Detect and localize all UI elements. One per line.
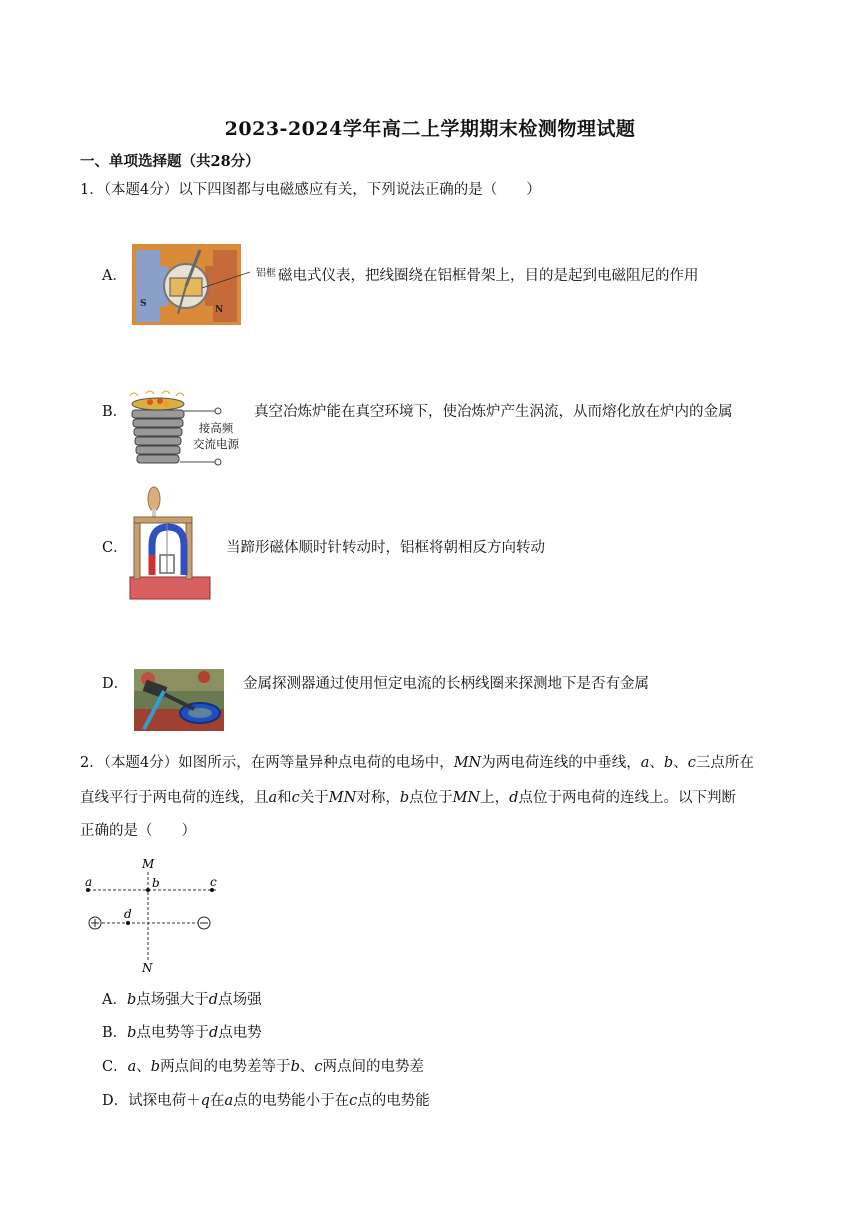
text: 试探电荷＋: [128, 1093, 201, 1109]
magnet-s-label: S: [140, 299, 147, 309]
q2-stem-line-3: 正确的是（ ）: [80, 823, 196, 839]
q1-option-c-text: 当蹄形磁体顺时针转动时，铝框将朝相反方向转动: [226, 540, 545, 556]
text-italic: d: [208, 992, 219, 1008]
text: 点场强: [218, 992, 262, 1008]
section-heading: 一、单项选择题（共28分）: [80, 153, 260, 170]
text: 、: [673, 755, 688, 771]
text: 对称，: [356, 790, 400, 806]
option-letter: C．: [102, 1059, 128, 1075]
option-letter: D．: [102, 1093, 129, 1109]
text-italic: b: [290, 1059, 300, 1075]
q1-option-b-text: 真空冶炼炉能在真空环境下，使冶炼炉产生涡流，从而熔化放在炉内的金属: [254, 404, 733, 420]
q1-option-a-image: [132, 244, 241, 325]
q2-stem-line-2: [80, 783, 736, 813]
q1-option-b-letter: B．: [102, 404, 128, 420]
text-italic: b: [399, 790, 410, 806]
q1-option-d-image: [134, 669, 224, 731]
label-b: b: [152, 876, 160, 890]
text-italic: c: [349, 1093, 358, 1109]
label-d: d: [124, 907, 132, 921]
text: 两点间的电势差: [322, 1059, 424, 1075]
label-c: c: [210, 875, 217, 889]
q1-option-c-letter: C．: [102, 540, 128, 556]
q1-option-a-text: 磁电式仪表，把线圈绕在铝框骨架上，目的是起到电磁阻尼的作用: [278, 268, 699, 284]
text-italic: a: [268, 790, 278, 806]
q1-option-d-letter: D．: [102, 676, 129, 692]
text: 点场强大于: [136, 992, 209, 1008]
text: 为两电荷连线的中垂线，: [481, 755, 641, 771]
text: 点位于: [409, 790, 453, 806]
text-italic: b: [150, 1059, 161, 1075]
caption-line-1: 接高频: [198, 421, 234, 435]
text: 、: [649, 755, 664, 771]
text-italic: a: [127, 1059, 137, 1075]
text-italic: b: [126, 992, 137, 1008]
option-letter: A．: [102, 992, 127, 1008]
text: 关于: [299, 790, 329, 806]
text-italic: c: [687, 755, 696, 771]
q1-option-a-img-label: 铝框: [256, 268, 276, 279]
text-italic: a: [224, 1093, 234, 1109]
text: 点的电势能小于在: [233, 1093, 350, 1109]
text-italic: MN: [452, 790, 481, 806]
text: 点位于两电荷的连线上。以下判断: [518, 790, 736, 806]
text: 点的电势能: [357, 1093, 430, 1109]
option-letter: B．: [102, 1025, 128, 1041]
q1-option-d-text: 金属探测器通过使用恒定电流的长柄线圈来探测地下是否有金属: [243, 676, 649, 692]
text: 直线平行于两电荷的连线，且: [80, 790, 269, 806]
text: 上，: [480, 790, 510, 806]
text-italic: MN: [453, 755, 482, 771]
text-italic: q: [200, 1093, 210, 1109]
q2-option-b: [102, 1018, 262, 1048]
label-m: M: [142, 857, 155, 871]
q2-stem-line-1: [80, 748, 754, 778]
label-a: a: [85, 875, 93, 889]
caption-line-2: 交流电源: [193, 437, 239, 451]
text-italic: b: [663, 755, 674, 771]
q1-option-a-letter: A．: [102, 268, 127, 284]
text: 三点所在: [695, 755, 754, 771]
q1-option-b-img-caption: [190, 420, 242, 452]
text-italic: d: [509, 790, 519, 806]
text: 2．（本题4分）如图所示，在两等量异种点电荷的电场中，: [80, 755, 454, 771]
text-italic: d: [208, 1025, 219, 1041]
q2-option-a: [102, 985, 262, 1015]
text-italic: a: [640, 755, 650, 771]
text: 、: [299, 1059, 315, 1075]
q1-stem: 1．（本题4分）以下四图都与电磁感应有关，下列说法正确的是（ ）: [80, 182, 541, 198]
text-italic: c: [291, 790, 300, 806]
text: 在: [209, 1093, 225, 1109]
text: 、: [136, 1059, 151, 1075]
text: 点电势: [218, 1025, 262, 1041]
text-italic: b: [127, 1025, 137, 1041]
q2-field-diagram: [80, 852, 230, 977]
text: 两点间的电势差等于: [160, 1059, 291, 1075]
text: 点电势等于: [136, 1025, 209, 1041]
q2-option-c: [102, 1052, 424, 1082]
text: 和: [277, 790, 292, 806]
text-italic: c: [314, 1059, 323, 1075]
label-n: N: [142, 961, 153, 975]
magnet-n-label: N: [215, 305, 224, 315]
text-italic: MN: [328, 790, 357, 806]
q2-option-d: [102, 1086, 430, 1116]
q1-option-c-image: [126, 485, 212, 603]
page-title: 2023-2024学年高二上学期期末检测物理试题: [224, 118, 636, 140]
